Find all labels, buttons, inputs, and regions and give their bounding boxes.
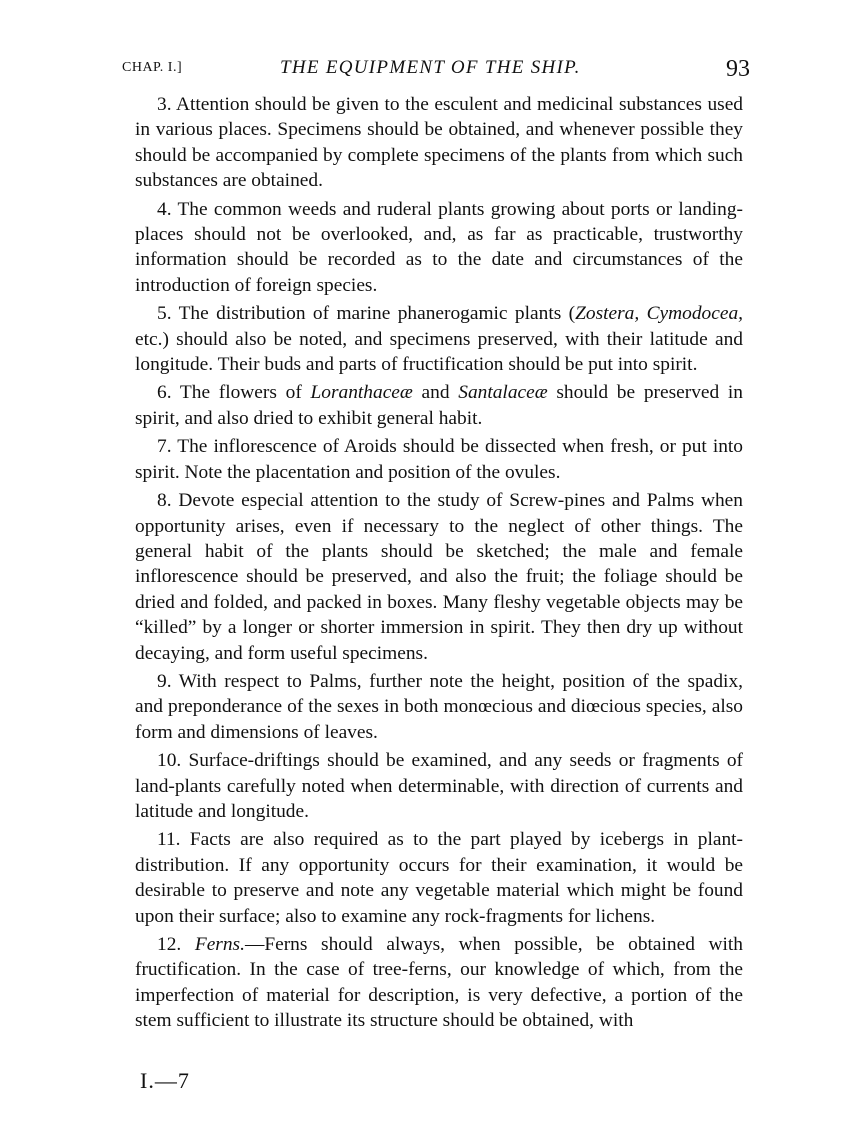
paragraph-11 (135, 827, 743, 929)
section-heading: Ferns. (194, 934, 245, 955)
running-head (122, 52, 762, 86)
paragraph-text: and (412, 382, 459, 404)
paragraph-text: 12. (157, 934, 195, 955)
paragraph-text: 5. The distribution of marine phanerogamic plants ( (157, 303, 576, 325)
paragraph-7 (135, 434, 743, 485)
paragraph-text: —Ferns should always, when possible, be obtained with fructification. In the case of tree-ferns, our knowledge of which, from the imperfection of material for description, is very defective, a portion of the stem sufficient to illustrate its structure should be obtained, with (135, 934, 743, 1032)
paragraph-text: 3. Attention should be given to the esculent and medicinal substances used in various places. Specimens should be obtained, and whenever possible they should be accompanied by complete specimens of the plants from which such substances are obtained. (135, 94, 743, 192)
paragraph-text: 11. Facts are also required as to the part played by icebergs in plant-distribution. If any opportunity occurs for their examination, it would be desirable to preserve and note any vegetable material which might be found upon their surface; also to examine any rock-fragments for lichens. (135, 829, 743, 927)
paragraph-text: 9. With respect to Palms, further note the height, position of the spadix, and preponderance of the sexes in both monœcious and diœcious species, also form and dimensions of leaves. (135, 670, 743, 743)
running-title: THE EQUIPMENT OF THE SHIP. (280, 57, 581, 78)
paragraph-10 (135, 748, 743, 824)
family-name: Loranthaceæ (310, 382, 413, 404)
paragraph-12 (135, 932, 743, 1034)
paragraph-8 (135, 488, 743, 666)
paragraph-text: 6. The flowers of (157, 382, 311, 404)
paragraph-6 (135, 380, 743, 431)
paragraph-3 (135, 92, 743, 194)
species-name: Zostera, Cymodocea, (575, 303, 743, 325)
paragraph-text: etc.) should also be noted, and specimens preserved, with their latitude and longitude. Their buds and parts of fructification should be put into spirit. (135, 328, 743, 376)
family-name: Santalaceæ (458, 382, 548, 404)
chapter-label: CHAP. I.] (122, 60, 183, 75)
signature-mark: I.—7 (140, 1068, 190, 1093)
paragraph-text: 7. The inflorescence of Aroids should be dissected when fresh, or put into spirit. Note the placentation and position of the ovules. (135, 436, 743, 483)
paragraph-text: 4. The common weeds and ruderal plants growing about ports or landing-places should not be overlooked, and, as far as practicable, trustworthy information should be recorded as to the date and circumstances of the introduction of foreign species. (135, 198, 743, 296)
paragraph-text: 8. Devote especial attention to the study of Screw-pines and Palms when opportunity arises, even if necessary to the neglect of other things. The general habit of the plants should be sketched; the male and female inflorescence should be preserved, and also the fruit; the foliage should be dried and folded, and packed in boxes. Many fleshy vegetable objects may be “killed” by a longer or shorter immersion in spirit. They then dry up without decaying, and form useful specimens. (135, 490, 743, 664)
body-text (135, 92, 743, 1037)
paragraph-text: 10. Surface-driftings should be examined, and any seeds or fragments of land-plants carefully noted when determinable, with direction of currents and latitude and longitude. (135, 750, 743, 822)
paragraph-5 (135, 301, 743, 377)
paragraph-4 (135, 197, 743, 299)
paragraph-9 (135, 669, 743, 745)
paragraph-text: should be preserved in spirit, and also dried to exhibit general habit. (135, 382, 743, 429)
page-number: 93 (726, 56, 750, 82)
